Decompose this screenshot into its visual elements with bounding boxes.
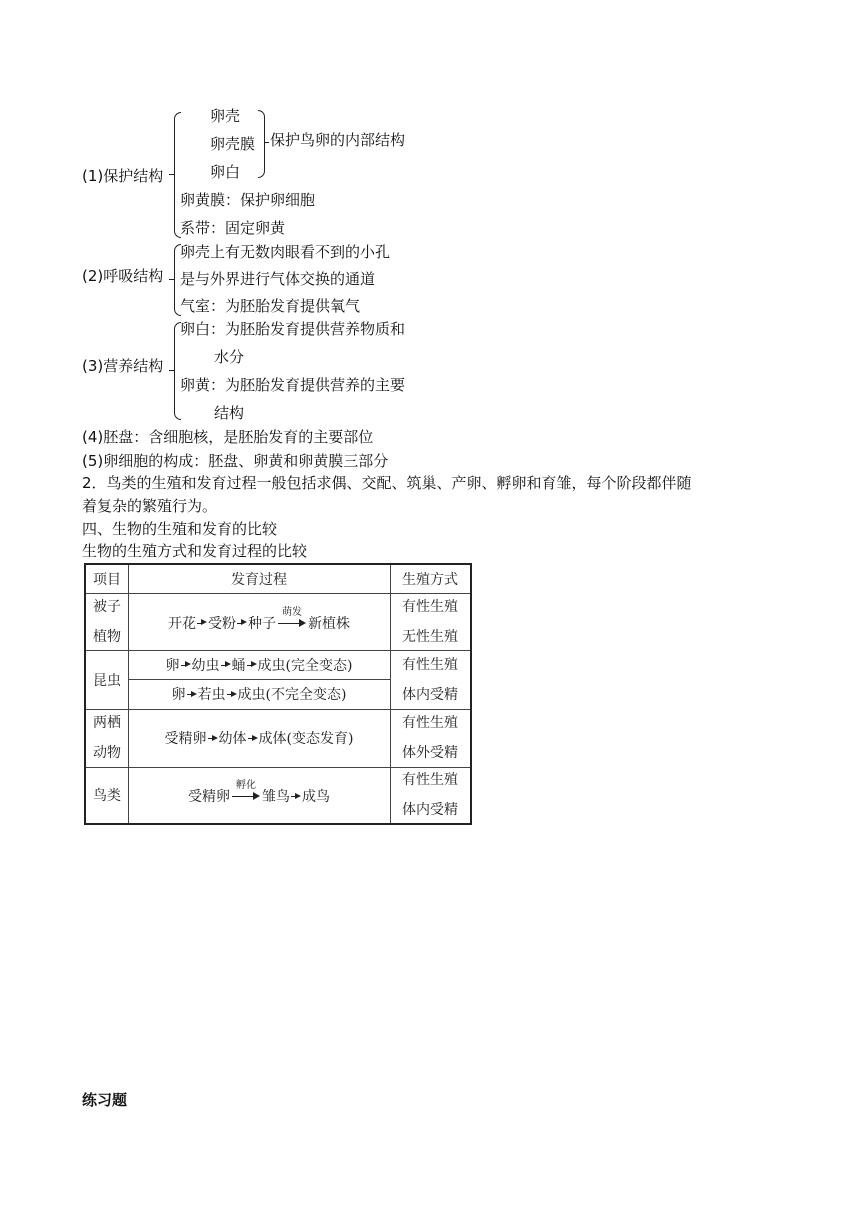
bird-process: 受精卵 孵化 雏鸟 成鸟 [188, 780, 330, 805]
breath-structure-label: (2)呼吸结构 [82, 267, 164, 285]
header-item: 项目 [93, 572, 121, 588]
bird-mode: 有性生殖 体内受精 [402, 772, 458, 818]
shell-group-brace [258, 110, 265, 178]
section-4-title: 四、生物的生殖和发育的比较 [82, 520, 278, 538]
insect-name: 昆虫 [93, 672, 121, 689]
amphibian-mode: 有性生殖 体外受精 [402, 715, 458, 761]
germinal-disc-line: (4)胚盘：含细胞核，是胚胎发育的主要部位 [82, 428, 374, 446]
insect-process-complete: 卵 幼虫 蛹 成虫(完全变态) [165, 657, 353, 674]
albumen-nutrition-cont: 水分 [214, 348, 245, 366]
protect-structure-label: (1)保护结构 [82, 167, 164, 185]
protect-brace-tip [169, 174, 174, 175]
header-mode: 生殖方式 [402, 572, 458, 588]
yolk-nutrition-line: 卵黄：为胚胎发育提供营养的主要 [180, 376, 406, 394]
amphibian-name: 两栖 动物 [93, 715, 121, 761]
egg-albumen: 卵白 [210, 163, 241, 181]
albumen-nutrition-line: 卵白：为胚胎发育提供营养物质和 [180, 320, 406, 338]
nutrition-structure-label: (3)营养结构 [82, 357, 164, 375]
amphibian-process: 受精卵 幼体 成体(变态发育) [164, 731, 354, 747]
breath-line-1: 卵壳上有无数肉眼看不到的小孔 [180, 243, 391, 261]
exercise-title: 练习题 [82, 1091, 128, 1109]
egg-shell-membrane: 卵壳膜 [210, 135, 256, 153]
header-process: 发育过程 [231, 572, 287, 588]
angiosperm-mode: 有性生殖 无性生殖 [402, 598, 458, 645]
shell-group-brace-tip [264, 142, 269, 143]
bird-reproduction-para-line1: 2．鸟类的生殖和发育过程一般包括求偶、交配、筑巢、产卵、孵卵和育雏，每个阶段都伴随 [82, 474, 692, 492]
table-caption: 生物的生殖方式和发育过程的比较 [82, 542, 308, 560]
insect-mode: 有性生殖 体内受精 [402, 656, 458, 703]
insect-process-incomplete: 卵 若虫 成虫(不完全变态) [171, 687, 347, 703]
bird-name: 鸟类 [93, 788, 121, 804]
air-chamber-line: 气室：为胚胎发育提供氧气 [180, 297, 361, 315]
egg-cell-composition-line: (5)卵细胞的构成：胚盘、卵黄和卵黄膜三部分 [82, 452, 389, 470]
bird-reproduction-para-line2: 着复杂的繁殖行为。 [82, 497, 218, 515]
angiosperm-process: 开花 受粉 种子 萌发 新植株 [168, 606, 350, 632]
nutrition-brace-tip [169, 370, 174, 371]
breath-brace-tip [169, 279, 174, 280]
yolk-nutrition-cont: 结构 [214, 404, 245, 422]
breath-line-2: 是与外界进行气体交换的通道 [180, 270, 376, 288]
yolk-membrane-line: 卵黄膜：保护卵细胞 [180, 191, 316, 209]
comparison-table [84, 563, 472, 825]
chalaza-line: 系带：固定卵黄 [180, 219, 286, 237]
angiosperm-name: 被子 植物 [93, 598, 121, 645]
shell-group-description: 保护鸟卵的内部结构 [270, 131, 406, 149]
egg-shell: 卵壳 [210, 107, 241, 125]
